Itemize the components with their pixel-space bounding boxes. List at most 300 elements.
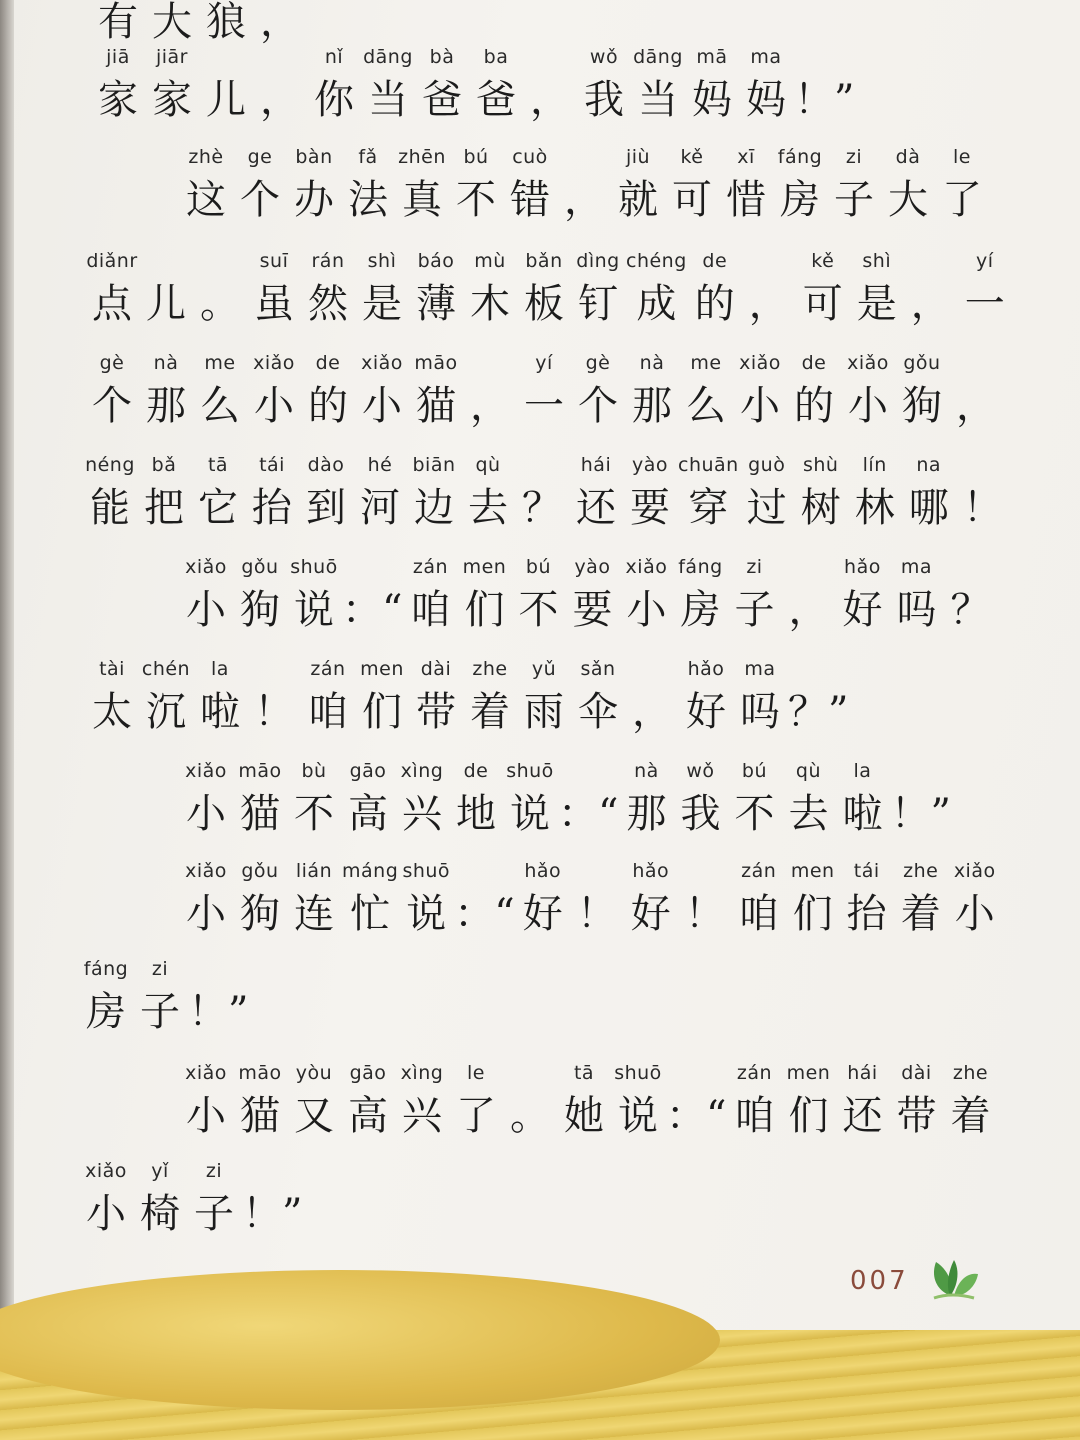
ruby-word	[890, 756, 950, 842]
pinyin: xiǎo	[185, 556, 227, 578]
ruby-word	[518, 348, 570, 434]
pinyin	[782, 552, 834, 582]
ruby-word	[795, 450, 847, 536]
pinyin: chéng	[626, 250, 687, 272]
hanzi: 。	[200, 281, 240, 327]
hanzi: 妈	[692, 77, 732, 123]
ruby-word	[572, 348, 624, 434]
ruby-word	[944, 1058, 996, 1144]
ruby-word	[728, 756, 780, 842]
pinyin	[571, 856, 623, 886]
pinyin: chén	[141, 658, 191, 680]
ruby-word	[464, 348, 516, 434]
hanzi: 钉	[578, 281, 618, 327]
hanzi: ：“	[342, 587, 403, 633]
hanzi: 要	[630, 485, 670, 531]
pinyin: yào	[574, 556, 611, 578]
pinyin: gǒu	[241, 556, 279, 578]
hanzi: ：“	[666, 1093, 727, 1139]
ruby-word	[396, 1058, 448, 1144]
pinyin	[192, 954, 244, 984]
ruby-word	[234, 756, 286, 842]
hanzi: 的	[308, 383, 348, 429]
ruby-word	[626, 348, 678, 434]
ruby-word	[741, 450, 793, 536]
hanzi: 带	[896, 1093, 937, 1139]
pinyin: xiǎo	[85, 1160, 127, 1182]
pinyin	[562, 756, 614, 786]
hanzi: 不	[294, 791, 334, 837]
pinyin: tā	[207, 454, 229, 476]
ruby-word	[188, 954, 248, 1040]
pinyin: xiǎo	[625, 556, 668, 578]
ruby-word	[680, 654, 732, 740]
hanzi: 小	[740, 383, 780, 429]
hanzi: 小	[626, 587, 667, 633]
hanzi: ：“	[454, 891, 515, 937]
ruby-word	[450, 142, 502, 228]
pinyin	[895, 756, 947, 786]
ruby-word	[302, 348, 354, 434]
hanzi: 不	[518, 587, 559, 633]
hanzi: 板	[524, 281, 564, 327]
ruby-word	[408, 450, 460, 536]
ruby-word	[851, 246, 903, 332]
pinyin: dà	[895, 146, 921, 168]
pinyin: ge	[247, 146, 273, 168]
hanzi: 伞	[578, 689, 618, 735]
pinyin: hǎo	[632, 860, 670, 882]
pinyin: men	[360, 658, 404, 680]
pinyin: la	[211, 658, 229, 680]
pinyin	[957, 450, 1009, 480]
pinyin: zi	[746, 556, 763, 578]
pinyin	[254, 42, 306, 72]
ruby-word	[558, 756, 618, 842]
hanzi: 猫	[240, 1093, 280, 1139]
ruby-word	[787, 856, 839, 942]
ruby-word	[841, 856, 893, 942]
hanzi: ！”	[890, 791, 951, 837]
hanzi: 小	[362, 383, 402, 429]
ruby-word	[248, 348, 300, 434]
ruby-word	[194, 348, 246, 434]
ruby-word	[80, 1156, 132, 1242]
pinyin: máng	[342, 860, 399, 882]
pinyin: shuō	[506, 760, 554, 782]
ruby-word	[624, 450, 676, 536]
hanzi: 个	[92, 383, 132, 429]
ruby-word	[464, 246, 516, 332]
hanzi: 着	[950, 1093, 991, 1139]
hanzi: 过	[746, 485, 787, 531]
ruby-word	[734, 348, 786, 434]
hanzi: 小	[186, 587, 226, 633]
hanzi: 办	[294, 177, 334, 223]
hanzi: 大	[152, 0, 192, 45]
pinyin: yí	[976, 250, 994, 272]
pinyin: hái	[847, 1062, 878, 1084]
text-line	[180, 742, 953, 842]
hanzi: 狗	[902, 383, 942, 429]
hanzi: 狗	[240, 587, 280, 633]
pinyin	[516, 450, 568, 480]
hanzi: 哪	[908, 485, 949, 531]
hanzi: 儿	[206, 77, 246, 123]
ruby-word	[396, 756, 448, 842]
pinyin: zán	[412, 556, 449, 578]
pinyin: qù	[795, 760, 821, 782]
hanzi: 吗	[740, 689, 780, 735]
pinyin: de	[801, 352, 827, 374]
hanzi: 虽	[254, 281, 294, 327]
hanzi: 我	[584, 77, 624, 123]
ruby-word	[396, 142, 448, 228]
ruby-word	[782, 756, 834, 842]
ruby-word	[504, 756, 556, 842]
pinyin: dài	[901, 1062, 932, 1084]
pinyin: zi	[845, 146, 863, 168]
hanzi: 的	[794, 383, 834, 429]
hanzi: 们	[792, 891, 833, 937]
text-line	[180, 1044, 998, 1144]
hanzi: 家	[152, 77, 192, 123]
ruby-word	[558, 1058, 610, 1144]
ruby-word	[734, 654, 786, 740]
hanzi: 说	[406, 891, 447, 937]
pinyin	[905, 246, 957, 276]
pinyin	[626, 654, 678, 684]
hanzi: ！	[254, 689, 294, 735]
pinyin: kě	[680, 146, 704, 168]
pinyin: hǎo	[844, 556, 881, 578]
ruby-word	[678, 450, 739, 536]
pinyin: dāng	[363, 46, 413, 68]
hanzi: 可	[672, 177, 712, 223]
ruby-word	[740, 42, 792, 128]
ruby-word	[666, 1058, 726, 1144]
hanzi: 着	[470, 689, 510, 735]
pinyin: bú	[525, 556, 551, 578]
pinyin	[950, 348, 1002, 378]
pinyin: shuō	[290, 556, 338, 578]
hanzi: 小	[86, 1191, 126, 1237]
pinyin	[346, 552, 398, 582]
ruby-word	[578, 42, 630, 128]
hanzi: 你	[314, 77, 354, 123]
ruby-word	[828, 142, 880, 228]
pinyin: báo	[417, 250, 455, 272]
ruby-word	[632, 42, 684, 128]
ruby-word	[92, 42, 144, 128]
pinyin	[246, 1156, 298, 1186]
pinyin: zhè	[188, 146, 224, 168]
pinyin: gè	[585, 352, 611, 374]
text-line	[86, 640, 850, 740]
hanzi: 还	[576, 485, 616, 531]
ruby-word	[674, 756, 726, 842]
hanzi: ！	[962, 485, 1003, 531]
pinyin	[464, 348, 516, 378]
hanzi: ，	[748, 281, 789, 327]
pinyin: zhe	[472, 658, 508, 680]
hanzi: 还	[842, 1093, 883, 1139]
pinyin: gè	[99, 352, 125, 374]
pinyin	[458, 856, 510, 886]
pinyin	[504, 1058, 556, 1088]
pinyin: lián	[295, 860, 333, 882]
pinyin: hé	[367, 454, 393, 476]
pinyin: xiǎo	[253, 352, 295, 374]
ruby-word	[950, 348, 1002, 434]
hanzi: 成	[636, 281, 677, 327]
ruby-word	[354, 450, 406, 536]
ruby-word	[788, 654, 848, 740]
ruby-word	[728, 1058, 780, 1144]
hanzi: 边	[414, 485, 454, 531]
hanzi: ，	[564, 177, 604, 223]
hanzi: 抬	[252, 485, 292, 531]
ruby-word	[572, 654, 624, 740]
ruby-word	[774, 142, 826, 228]
ruby-word	[794, 42, 854, 128]
pinyin: nà	[634, 760, 659, 782]
hanzi: 小	[254, 383, 294, 429]
text-line	[180, 538, 998, 638]
hanzi: 爸	[476, 77, 516, 123]
pinyin: ma	[900, 556, 933, 578]
pinyin: māo	[238, 760, 282, 782]
ruby-word	[782, 1058, 834, 1144]
ruby-word	[566, 552, 618, 638]
ruby-word	[470, 42, 522, 128]
hanzi: 这	[186, 177, 226, 223]
hanzi: 猫	[416, 383, 456, 429]
hanzi: 咱	[734, 1093, 775, 1139]
pinyin: bǎ	[151, 454, 177, 476]
ruby-word	[620, 552, 672, 638]
pinyin: rán	[311, 250, 345, 272]
hanzi: 。	[510, 1093, 550, 1139]
ruby-word	[612, 1058, 664, 1144]
ruby-word	[836, 756, 888, 842]
pinyin: dào	[307, 454, 345, 476]
ruby-word	[188, 1156, 240, 1242]
hanzi: 了	[942, 177, 982, 223]
hanzi: 说	[510, 791, 550, 837]
ruby-word	[518, 246, 570, 332]
pinyin: yǐ	[151, 1160, 169, 1182]
ruby-word	[571, 856, 623, 942]
hanzi: 就	[618, 177, 658, 223]
hanzi: ，	[910, 281, 951, 327]
pinyin: men	[786, 1062, 831, 1084]
ruby-word	[234, 1058, 286, 1144]
ruby-word	[836, 552, 888, 638]
ruby-word	[342, 756, 394, 842]
pinyin: hái	[580, 454, 612, 476]
pinyin: men	[790, 860, 835, 882]
pinyin: me	[690, 352, 722, 374]
hanzi: 要	[572, 587, 613, 633]
hanzi: ？	[950, 587, 991, 633]
pinyin: de	[463, 760, 489, 782]
ruby-word	[903, 450, 955, 536]
hanzi: 狼	[206, 0, 246, 45]
text-line	[180, 128, 990, 228]
hanzi: 好	[630, 891, 671, 937]
ruby-word	[890, 1058, 942, 1144]
ruby-word	[680, 348, 732, 434]
pinyin: xiǎo	[953, 860, 996, 882]
ruby-word	[404, 552, 456, 638]
hanzi: ：“	[558, 791, 619, 837]
ruby-word	[936, 142, 988, 228]
pinyin: xī	[737, 146, 755, 168]
ruby-word	[674, 552, 726, 638]
hanzi: ，	[788, 587, 829, 633]
ruby-word	[728, 552, 780, 638]
ruby-word	[302, 654, 354, 740]
hanzi: 子	[194, 1191, 234, 1237]
hanzi: 么	[200, 383, 240, 429]
pinyin: xiǎo	[185, 860, 227, 882]
pinyin: xiǎo	[739, 352, 781, 374]
pinyin: men	[462, 556, 507, 578]
hanzi: ！”	[242, 1191, 303, 1237]
hanzi: 么	[686, 383, 726, 429]
hanzi: ！	[684, 891, 725, 937]
ruby-word	[626, 654, 678, 740]
hanzi: 小	[186, 891, 226, 937]
pinyin: māo	[238, 1062, 282, 1084]
hanzi: 沉	[146, 689, 186, 735]
ruby-word	[905, 246, 957, 332]
ruby-word	[890, 552, 942, 638]
ruby-word	[248, 654, 300, 740]
ruby-word	[518, 654, 570, 740]
hanzi: 好	[686, 689, 726, 735]
ruby-word	[620, 756, 672, 842]
hanzi: 啦	[200, 689, 240, 735]
pinyin: biān	[412, 454, 456, 476]
pinyin: guò	[748, 454, 786, 476]
ruby-word	[743, 246, 795, 332]
pinyin: zhe	[903, 860, 939, 882]
pinyin: xiǎo	[847, 352, 889, 374]
hanzi: 一	[964, 281, 1005, 327]
hanzi: 当	[638, 77, 678, 123]
pinyin: shuō	[402, 860, 451, 882]
hanzi: 是	[856, 281, 897, 327]
ruby-word	[570, 450, 622, 536]
hanzi: 着	[900, 891, 941, 937]
ruby-word	[462, 450, 514, 536]
pinyin: ma	[744, 658, 776, 680]
pinyin: shì	[862, 250, 892, 272]
pinyin: fáng	[678, 556, 723, 578]
pinyin	[140, 246, 192, 276]
text-line	[180, 842, 1003, 942]
pinyin: zhēn	[398, 146, 446, 168]
ruby-word	[248, 246, 300, 332]
ruby-word	[959, 246, 1011, 332]
text-line	[86, 232, 1013, 332]
hanzi: 有	[98, 0, 138, 45]
hanzi: 房	[680, 587, 721, 633]
pinyin: yí	[535, 352, 553, 374]
pinyin: tái	[853, 860, 880, 882]
ruby-word	[356, 246, 408, 332]
pinyin: wǒ	[686, 760, 715, 782]
hanzi: 错	[510, 177, 550, 223]
pinyin: zán	[741, 860, 777, 882]
pinyin: māo	[414, 352, 458, 374]
hanzi: 连	[294, 891, 334, 937]
hanzi: 可	[802, 281, 843, 327]
hanzi: 咱	[308, 689, 348, 735]
hanzi: 那	[632, 383, 672, 429]
ruby-word	[140, 246, 192, 332]
hanzi: 子	[734, 587, 775, 633]
hanzi: 们	[362, 689, 402, 735]
pinyin: xìng	[400, 1062, 444, 1084]
pinyin: zán	[310, 658, 346, 680]
ruby-word	[895, 856, 947, 942]
ruby-word	[849, 450, 901, 536]
pinyin: le	[467, 1062, 485, 1084]
pinyin: suī	[259, 250, 289, 272]
pinyin: zi	[151, 958, 169, 980]
pinyin	[944, 552, 996, 582]
hanzi: ，	[260, 77, 300, 123]
ruby-word	[733, 856, 785, 942]
ruby-word	[234, 552, 286, 638]
pinyin: le	[953, 146, 971, 168]
hanzi: 木	[470, 281, 510, 327]
hanzi: 房	[780, 177, 820, 223]
ruby-word	[558, 142, 610, 228]
hanzi: 们	[788, 1093, 829, 1139]
pinyin: jiù	[625, 146, 651, 168]
pinyin: nà	[153, 352, 179, 374]
hanzi: 兴	[402, 1093, 442, 1139]
ruby-word	[246, 450, 298, 536]
pinyin: bù	[301, 760, 327, 782]
hanzi: 它	[198, 485, 238, 531]
hanzi: 大	[888, 177, 928, 223]
hanzi: 不	[734, 791, 775, 837]
hanzi: 能	[90, 485, 130, 531]
hanzi: 小	[848, 383, 888, 429]
text-line	[92, 28, 856, 128]
pinyin: gǒu	[241, 860, 279, 882]
hanzi: 薄	[416, 281, 456, 327]
hanzi: 好	[842, 587, 883, 633]
pinyin	[679, 856, 731, 886]
pinyin: tài	[99, 658, 125, 680]
hanzi: 带	[416, 689, 456, 735]
pinyin: hǎo	[687, 658, 725, 680]
pinyin: qù	[475, 454, 501, 476]
ruby-word	[450, 756, 502, 842]
pinyin: wǒ	[589, 46, 619, 68]
ruby-word	[720, 142, 772, 228]
text-line	[80, 940, 250, 1040]
ruby-word	[504, 1058, 556, 1144]
pinyin: sǎn	[580, 658, 616, 680]
hanzi: 的	[694, 281, 735, 327]
